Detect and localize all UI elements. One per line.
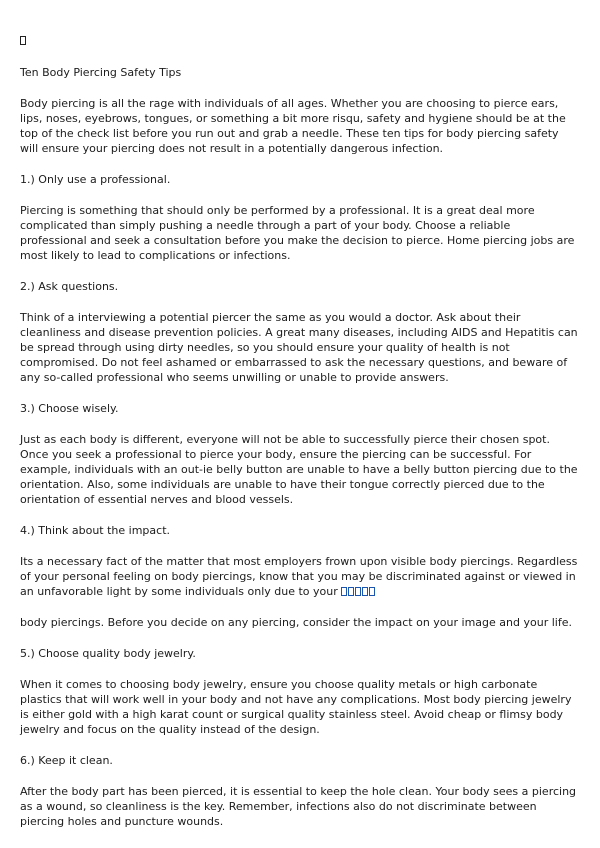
missing-glyph-icon — [20, 36, 26, 45]
tip-1-body: Piercing is something that should only be performed by a professional. It is a great deal more complicated than simply pushing a needle through a part of your body. Choose a reliable professional and seek a consultation before you make the decision to pierce. Home piercing jobs are most likely to lead to complications or infections. — [20, 204, 575, 262]
tip-5-body: When it comes to choosing body jewelry, ensure you choose quality metals or high carbonate plastics that will work well in your body and not have any complications. Most body piercing jewelry is either gold with a high karat count or surgical quality stainless steel. Avoid cheap or flimsy body jewelry and focus on the quality instead of the design. — [20, 678, 572, 736]
tip-4-continuation: body piercings. Before you decide on any piercing, consider the impact on your image and your life. — [20, 616, 572, 629]
missing-glyph-icon — [341, 587, 347, 596]
missing-glyph-icon — [369, 587, 375, 596]
tip-2-heading: 2.) Ask questions. — [20, 280, 119, 293]
tip-4-heading: 4.) Think about the impact. — [20, 524, 171, 537]
tip-6-body: After the body part has been pierced, it is essential to keep the hole clean. Your body sees a piercing as a wound, so cleanliness is the key. Remember, infections also do not discriminate between piercing holes and puncture wounds. — [20, 785, 577, 828]
tip-1-heading: 1.) Only use a professional. — [20, 173, 171, 186]
tip-5-heading: 5.) Choose quality body jewelry. — [20, 647, 196, 660]
document-page — [20, 36, 580, 845]
tip-4-body-text: Its a necessary fact of the matter that most employers frown upon visible body piercings. Regardless of your personal feeling on body piercings, know that you may be discriminated against or viewed in an unfavorable light by some individuals only due to your — [20, 555, 578, 598]
inline-link[interactable] — [341, 585, 376, 598]
tip-2-body: Think of a interviewing a potential piercer the same as you would a doctor. Ask about their cleanliness and disease prevention policies. A great many diseases, including AIDS and Hepatitis can be spread through using dirty needles, so you should ensure your quality of health is not compromised. Do not feel ashamed or embarrassed to ask the necessary questions, and beware of any so-called professional who seems unwilling or unable to provide answers. — [20, 311, 578, 384]
tip-6-heading: 6.) Keep it clean. — [20, 754, 113, 767]
intro-paragraph: Body piercing is all the rage with individuals of all ages. Whether you are choosing to pierce ears, lips, noses, eyebrows, tongues, or something a bit more risqu, safety and hygiene should be at the top of the check list before you run out and grab a needle. These ten tips for body piercing safety will ensure your piercing does not result in a potentially dangerous infection. — [20, 97, 566, 155]
missing-glyph-icon — [355, 587, 361, 596]
tip-3-body: Just as each body is different, everyone will not be able to successfully pierce their chosen spot. Once you seek a professional to pierce your body, ensure the piercing can be successful. For example, individuals with an out-ie belly button are unable to have a belly button piercing due to the orientation. Also, some individuals are unable to have their tongue correctly pierced due to the orientation of essential nerves and blood vessels. — [20, 433, 578, 506]
missing-glyph-icon — [362, 587, 368, 596]
tip-3-heading: 3.) Choose wisely. — [20, 402, 119, 415]
tip-4-body — [20, 554, 580, 599]
document-title: Ten Body Piercing Safety Tips — [20, 66, 182, 79]
missing-glyph-icon — [348, 587, 354, 596]
